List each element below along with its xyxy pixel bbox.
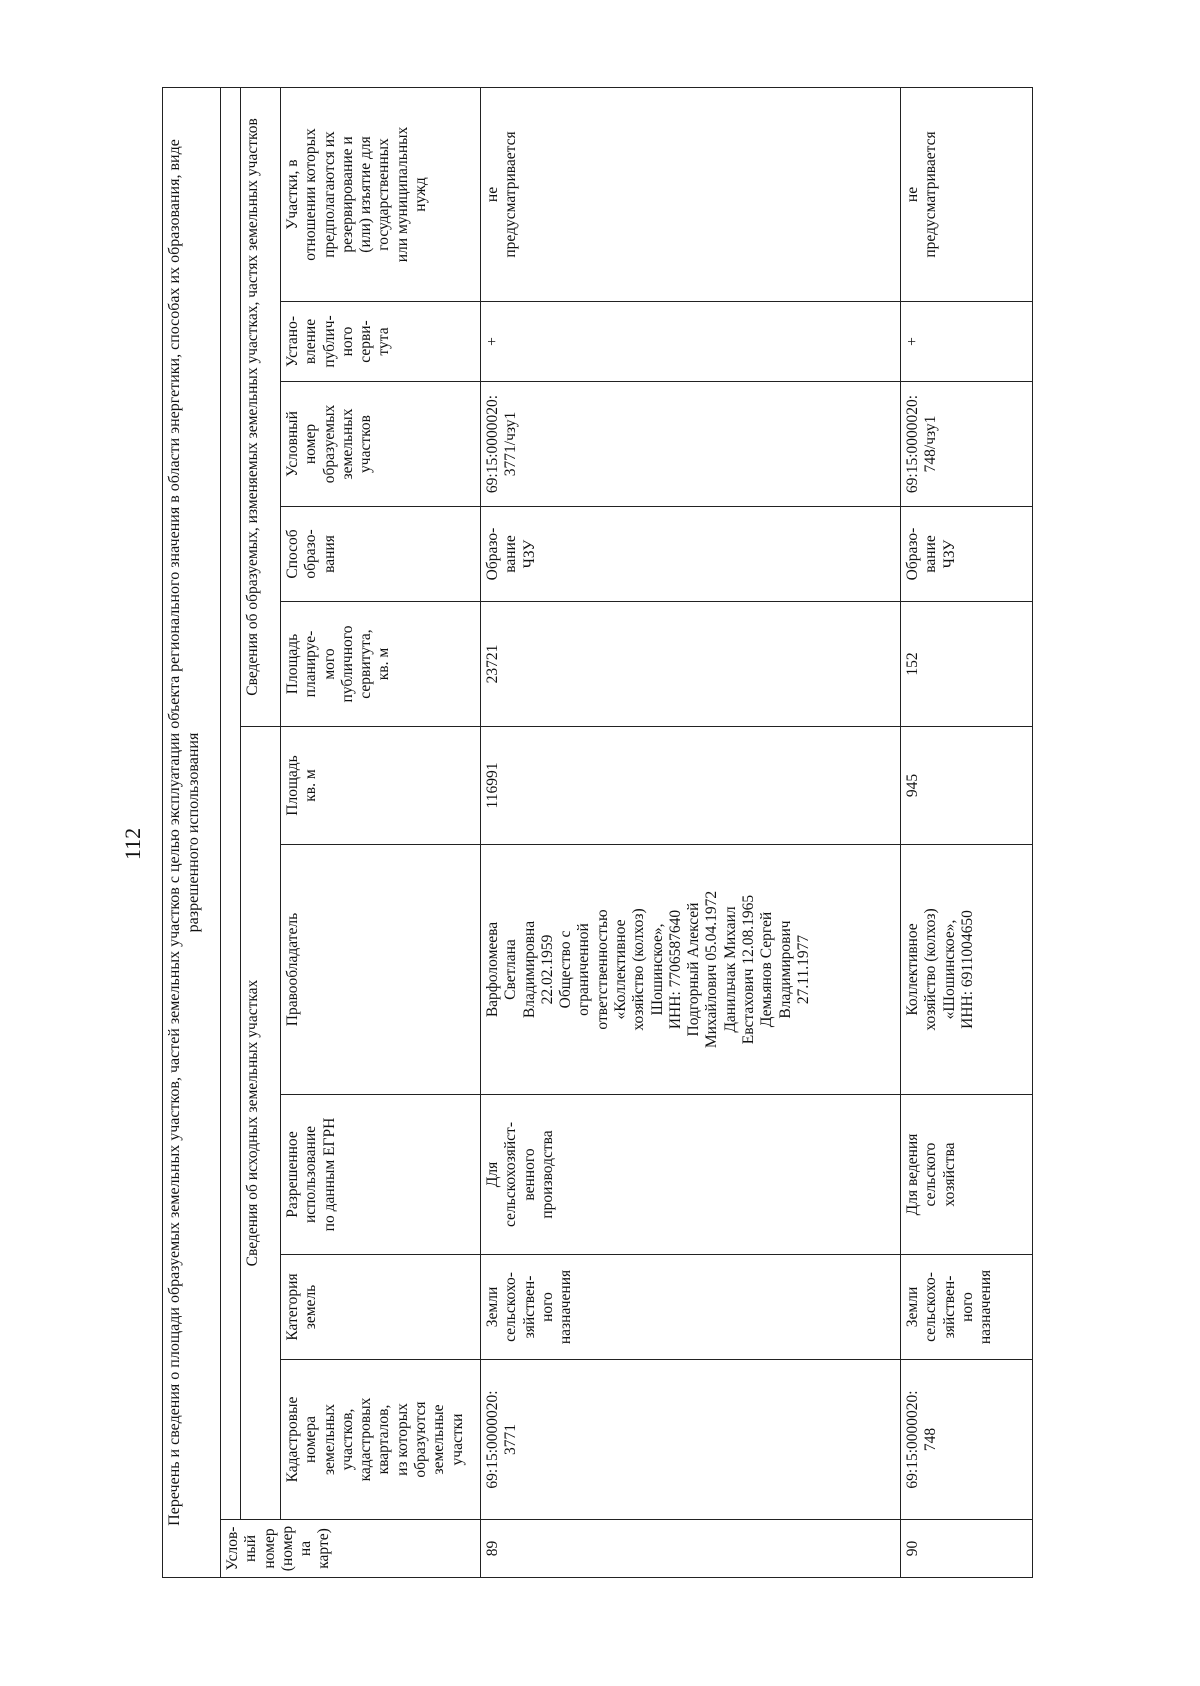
table-row: [481, 87, 901, 1577]
row-owner: Коллективное хозяйство (колхоз) «Шошинское», ИНН: 6911004650: [901, 845, 1033, 1095]
row-permitted-use: Для сельскохозяйст- венного производства: [481, 1095, 901, 1255]
land-plots-table: [162, 87, 1033, 1578]
header-servitude-area: Площадь планируе- мого публичного сервитута, кв. м: [281, 602, 481, 727]
row-conditional-number: 69:15:0000020: 748/чзу1: [901, 382, 1033, 507]
row-area: 945: [901, 727, 1033, 845]
row-category: Земли сельскохо- зяйствен- ного назначения: [481, 1255, 901, 1360]
row-method: Образо- вание ЧЗУ: [481, 507, 901, 602]
row-servitude-area: 23721: [481, 602, 901, 727]
header-permitted-use: Разрешенное использование по данным ЕГРН: [281, 1095, 481, 1255]
row-cadastral: 69:15:0000020: 3771: [481, 1360, 901, 1520]
header-reservation: Участки, в отношении которых предполагаются их резервирование и (или) изъятие для государственных или муниципальных нужд: [281, 87, 481, 301]
header-cadastral: Кадастровые номера земельных участков, кадастровых кварталов, из которых образуются земельные участки: [281, 1360, 481, 1520]
row-method: Образо- вание ЧЗУ: [901, 507, 1033, 602]
row-category: Земли сельскохо- зяйствен- ного назначения: [901, 1255, 1033, 1360]
page-number: 112: [120, 827, 145, 860]
header-method: Способ образо- вания: [281, 507, 481, 602]
row-servitude: +: [901, 302, 1033, 382]
row-reservation: не предусматривается: [481, 87, 901, 301]
row-number: 89: [481, 1520, 901, 1578]
table-row: [901, 87, 1033, 1577]
row-owner: Варфоломеева Светлана Владимировна 22.02.1959 Общество с ограниченной ответственностью «Коллективное хозяйство (колхоз) Шошинское», ИНН: 7706587640 Подгорный Алексей Михайлович 05.04.1972 Данильчак Михаил Евстахович 12.08.1965 Демьянов Сергей Владимирович 27.11.1977: [481, 845, 901, 1095]
header-conditional-number: Условный номер образуемых земельных участков: [281, 382, 481, 507]
table-title: Перечень и сведения о площади образуемых земельных участков, частей земельных участков с целью эксплуатации объекта регионального значения в области энергетики, способах их образования, виде разрешенного использования: [163, 87, 221, 1577]
row-area: 116991: [481, 727, 901, 845]
land-plots-table-sheet: [162, 88, 1032, 1578]
row-servitude: +: [481, 302, 901, 382]
row-conditional-number: 69:15:0000020: 3771/чзу1: [481, 382, 901, 507]
row-servitude-area: 152: [901, 602, 1033, 727]
header-owner: Правообладатель: [281, 845, 481, 1095]
row-permitted-use: Для ведения сельского хозяйства: [901, 1095, 1033, 1255]
header-area: Площадь кв. м: [281, 727, 481, 845]
header-servitude: Устано- вление публич- ного серви- тута: [281, 302, 481, 382]
header-number: Услов- ный номер (номер на карте): [221, 1520, 481, 1578]
header-category: Категория земель: [281, 1255, 481, 1360]
header-source-group: Сведения об исходных земельных участках: [241, 727, 281, 1520]
row-reservation: не предусматривается: [901, 87, 1033, 301]
row-number: 90: [901, 1520, 1033, 1578]
header-formed-group: Сведения об образуемых, изменяемых земельных участках, частях земельных участков: [241, 87, 281, 726]
row-cadastral: 69:15:0000020: 748: [901, 1360, 1033, 1520]
